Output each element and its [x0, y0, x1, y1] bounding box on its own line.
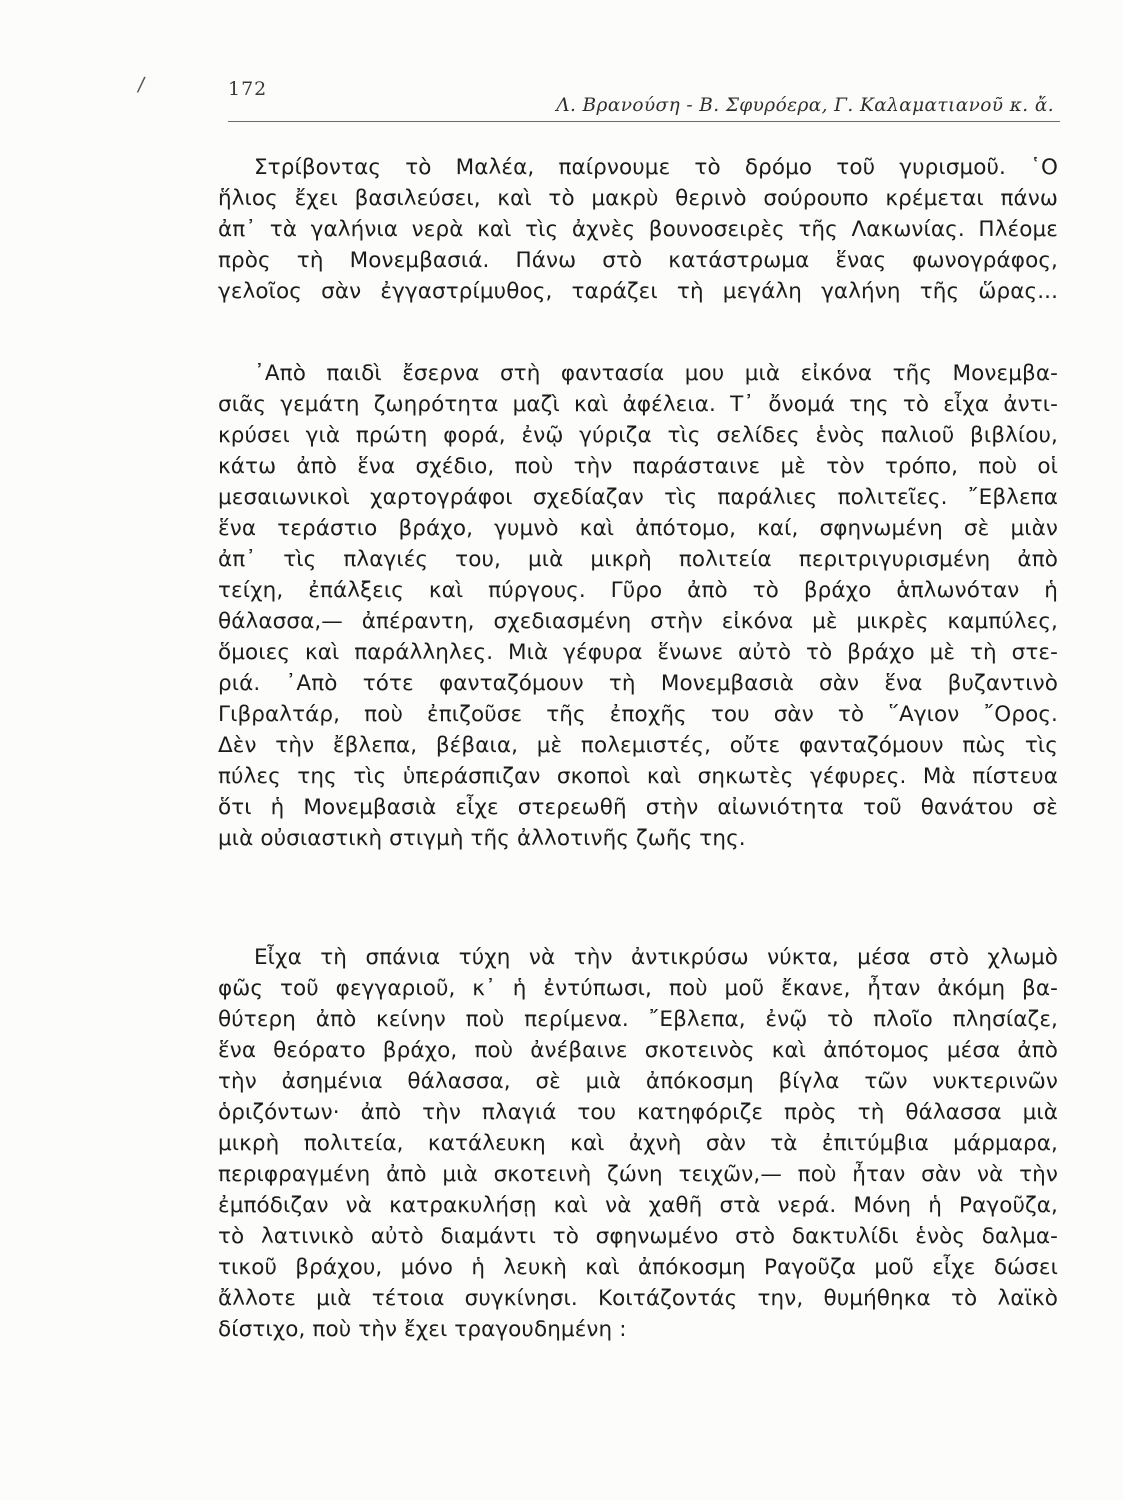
text-line: ἄλλοτε μιὰ τέτοια συγκίνησι. Κοιτάζοντάς την, θυμήθηκα τὸ λαϊκὸ — [218, 1286, 1058, 1311]
text-line: ριά. ᾽Απὸ τότε φανταζόμουν τὴ Μονεμβασιὰ σὰν ἕνα βυζαντινὸ — [218, 671, 1058, 696]
text-line: τείχη, ἐπάλξεις καὶ πύργους. Γῦρο ἀπὸ τὸ βράχο ἁπλωνόταν ἡ — [218, 578, 1058, 603]
running-title: Λ. Βρανούση - Β. Σφυρόερα, Γ. Καλαματιανοῦ κ. ἄ. — [556, 95, 1054, 116]
paragraph-3 — [218, 942, 1058, 1345]
text-line: ᾽Απὸ παιδὶ ἔσερνα στὴ φαντασία μου μιὰ εἰκόνα τῆς Μονεμβα- — [254, 361, 1058, 386]
text-line: πύλες της τὶς ὑπεράσπιζαν σκοποὶ καὶ σηκωτὲς γέφυρες. Μὰ πίστευα — [218, 764, 1058, 789]
text-line: ἕνα τεράστιο βράχο, γυμνὸ καὶ ἀπότομο, καί, σφηνωμένη σὲ μιὰν — [218, 516, 1058, 541]
text-line: ἀπ᾽ τὶς πλαγιές του, μιὰ μικρὴ πολιτεία περιτριγυρισμένη ἀπὸ — [218, 547, 1058, 572]
header-rule — [228, 121, 1060, 122]
running-head — [228, 78, 1060, 122]
text-line: ἐμπόδιζαν νὰ κατρακυλήσῃ καὶ νὰ χαθῆ στὰ νερά. Μόνη ἡ Ραγοῦζα, — [218, 1193, 1058, 1218]
text-line: περιφραγμένη ἀπὸ μιὰ σκοτεινὴ ζώνη τειχῶν,— ποὺ ἦταν σὰν νὰ τὴν — [218, 1162, 1058, 1187]
text-line: φῶς τοῦ φεγγαριοῦ, κ᾽ ἡ ἐντύπωσι, ποὺ μοῦ ἔκανε, ἦταν ἀκόμη βα- — [218, 976, 1058, 1001]
text-line: κρύσει γιὰ πρώτη φορά, ἐνῷ γύριζα τὶς σελίδες ἑνὸς παλιοῦ βιβλίου, — [218, 423, 1058, 448]
text-line: μεσαιωνικοὶ χαρτογράφοι σχεδίαζαν τὶς παράλιες πολιτεῖες. ῎Εβλεπα — [218, 485, 1058, 510]
text-line: τικοῦ βράχου, μόνο ἡ λευκὴ καὶ ἀπόκοσμη Ραγοῦζα μοῦ εἶχε δώσει — [218, 1255, 1058, 1280]
text-line: κάτω ἀπὸ ἕνα σχέδιο, ποὺ τὴν παράσταινε μὲ τὸν τρόπο, ποὺ οἱ — [218, 454, 1058, 479]
text-line: σιᾶς γεμάτη ζωηρότητα μαζὶ καὶ ἀφέλεια. Τ᾽ ὄνομά της τὸ εἶχα ἀντι- — [218, 392, 1058, 417]
text-line: ἕνα θεόρατο βράχο, ποὺ ἀνέβαινε σκοτεινὸς καὶ ἀπότομος μέσα ἀπὸ — [218, 1038, 1058, 1063]
text-line: γελοῖος σὰν ἐγγαστρίμυθος, ταράζει τὴ μεγάλη γαλήνη τῆς ὥρας... — [218, 279, 1058, 304]
text-line: μικρὴ πολιτεία, κατάλευκη καὶ ἀχνὴ σὰν τὰ ἐπιτύμβια μάρμαρα, — [218, 1131, 1058, 1156]
text-line: θάλασσα,— ἀπέραντη, σχεδιασμένη στὴν εἰκόνα μὲ μικρὲς καμπύλες, — [218, 609, 1058, 634]
text-line: Δὲν τὴν ἔβλεπα, βέβαια, μὲ πολεμιστές, οὔτε φανταζόμουν πὼς τὶς — [218, 733, 1058, 758]
text-line: ἀπ᾽ τὰ γαλήνια νερὰ καὶ τὶς ἀχνὲς βουνοσειρὲς τῆς Λακωνίας. Πλέομε — [218, 217, 1058, 242]
text-line: Εἶχα τὴ σπάνια τύχη νὰ τὴν ἀντικρύσω νύκτα, μέσα στὸ χλωμὸ — [254, 945, 1058, 970]
text-line: θύτερη ἀπὸ κείνην ποὺ περίμενα. ῎Εβλεπα, ἐνῷ τὸ πλοῖο πλησίαζε, — [218, 1007, 1058, 1032]
paragraph-1 — [218, 152, 1058, 307]
text-line: πρὸς τὴ Μονεμβασιά. Πάνω στὸ κατάστρωμα ἕνας φωνογράφος, — [218, 248, 1058, 273]
text-line: ὅτι ἡ Μονεμβασιὰ εἶχε στερεωθῆ στὴν αἰωνιότητα τοῦ θανάτου σὲ — [218, 795, 1058, 820]
text-line: ἥλιος ἔχει βασιλεύσει, καὶ τὸ μακρὺ θερινὸ σούρουπο κρέμεται πάνω — [218, 186, 1058, 211]
text-line: Γιβραλτάρ, ποὺ ἐπιζοῦσε τῆς ἐποχῆς του σὰν τὸ ῞Αγιον ῎Ορος. — [218, 702, 1058, 727]
text-line: δίστιχο, ποὺ τὴν ἔχει τραγουδημένη : — [218, 1317, 627, 1342]
text-line: μιὰ οὐσιαστικὴ στιγμὴ τῆς ἀλλοτινῆς ζωῆς της. — [218, 826, 746, 851]
page-number: 172 — [228, 78, 268, 100]
text-line: ὁριζόντων· ἀπὸ τὴν πλαγιά του κατηφόριζε πρὸς τὴ θάλασσα μιὰ — [218, 1100, 1058, 1125]
text-line: ὅμοιες καὶ παράλληλες. Μιὰ γέφυρα ἕνωνε αὐτὸ τὸ βράχο μὲ τὴ στε- — [218, 640, 1058, 665]
text-line: Στρίβοντας τὸ Μαλέα, παίρνουμε τὸ δρόμο τοῦ γυρισμοῦ. ῾Ο — [254, 155, 1058, 180]
paragraph-2 — [218, 358, 1058, 854]
text-line: τὸ λατινικὸ αὐτὸ διαμάντι τὸ σφηνωμένο στὸ δακτυλίδι ἑνὸς δαλμα- — [218, 1224, 1058, 1249]
text-line: τὴν ἀσημένια θάλασσα, σὲ μιὰ ἀπόκοσμη βίγλα τῶν νυκτερινῶν — [218, 1069, 1058, 1094]
scan-corner-mark: / — [136, 71, 147, 97]
